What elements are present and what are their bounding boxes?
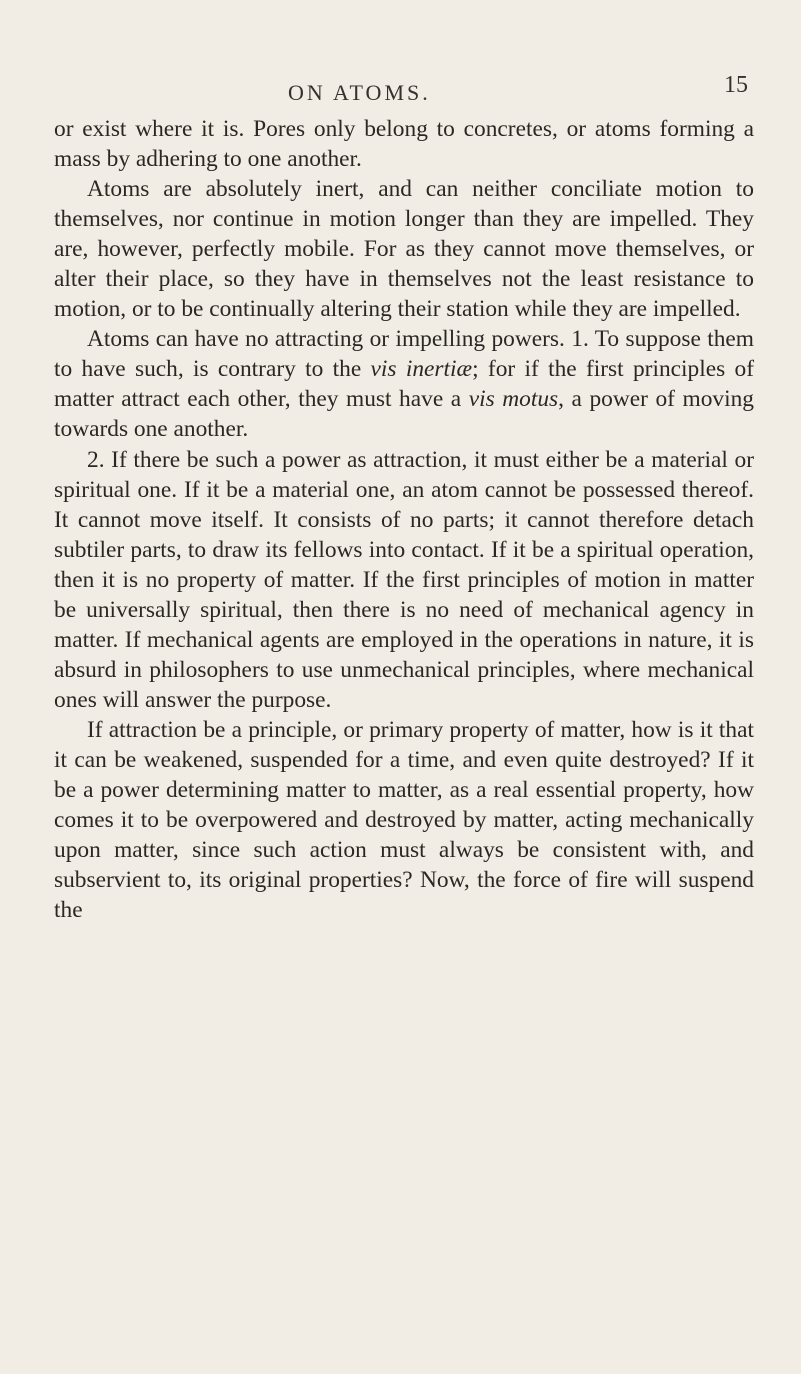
paragraph-attracting-powers-text-3: , a power of moving towards one another.	[54, 386, 754, 443]
vis-motus-term: vis motus	[468, 386, 559, 413]
paragraph-attracting-powers	[54, 324, 754, 444]
paragraph-attraction-principle: If attraction be a principle, or primary property of matter, how is it that it can be weakened, suspended for a time, and even quite destroyed? If it be a power determining matter to matter, as a real essential property, how comes it to be overpowered and destroyed by matter, acting mechanically upon matter, since such action must always be consistent with, and subservient to, its original properties? Now, the force of fire will suspend the	[54, 716, 754, 924]
paragraph-atoms-inert: Atoms are absolutely inert, and can neither conciliate motion to themselves, nor continue in motion longer than they are impelled. They are, however, perfectly mobile. For as they cannot move themselves, or alter their place, so they have in themselves not the least resistance to motion, or to be continually altering their station while they are impelled.	[54, 176, 754, 323]
running-head	[0, 72, 801, 110]
paragraph-attraction-material-or-spiritual: 2. If there be such a power as attraction, it must either be a material or spiritual one. If it be a material one, an atom cannot be possessed thereof. It cannot move itself. It consists of no parts; it cannot therefore detach subtiler parts, to draw its fellows into contact. If it be a spiritual operation, then it is no property of matter. If the first principles of motion in matter be universally spiritual, then there is no need of mechanical agency in matter. If mechanical agents are employed in the operations in nature, it is absurd in philosophers to use unmechanical principles, where mechanical ones will answer the purpose.	[54, 446, 754, 713]
body-text	[54, 114, 754, 925]
paragraph-attracting-powers-text-1: Atoms can have no attracting or impelling powers. 1. To suppose them to have such, is contrary to the	[54, 326, 754, 383]
vis-inertiae-term: vis inertiæ	[370, 356, 473, 383]
running-title: ON ATOMS.	[288, 80, 431, 105]
page-number: 15	[724, 72, 748, 98]
paragraph-attracting-powers-text-2: ; for if the first principles of matter attract each other, they must have a	[54, 356, 754, 413]
paragraph-continued: or exist where it is. Pores only belong to concretes, or atoms forming a mass by adhering to one another.	[54, 116, 754, 173]
